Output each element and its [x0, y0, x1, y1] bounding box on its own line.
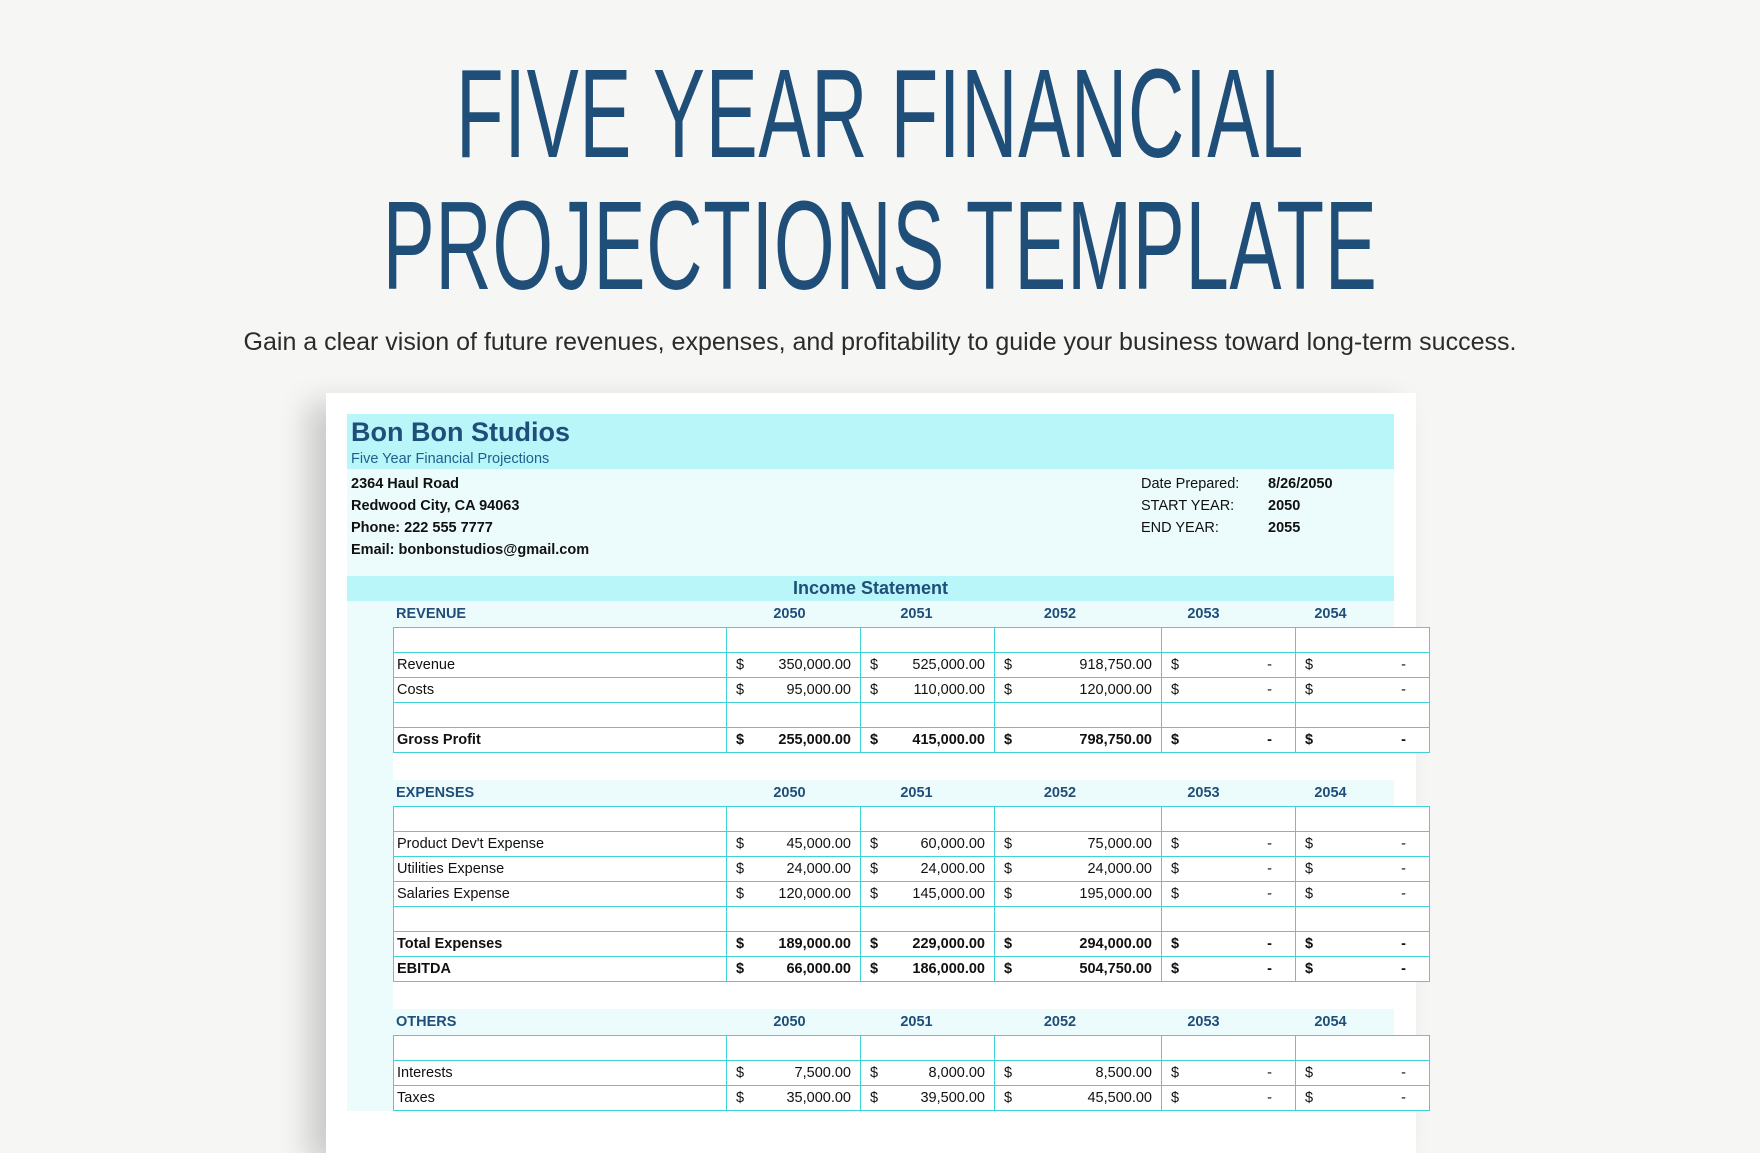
value-cell[interactable] — [995, 1061, 1162, 1086]
blank-row — [394, 907, 1430, 932]
value-cell[interactable] — [861, 1061, 995, 1086]
currency-symbol: $ — [870, 657, 879, 673]
value-cell[interactable] — [1296, 957, 1430, 982]
value-cell[interactable] — [861, 857, 995, 882]
cell-value: - — [1267, 1090, 1272, 1106]
value-cell[interactable] — [1162, 907, 1296, 932]
currency-symbol: $ — [1171, 1090, 1180, 1106]
currency-symbol: $ — [1305, 682, 1314, 698]
value-cell[interactable] — [995, 907, 1162, 932]
cell-value: - — [1401, 1090, 1406, 1106]
table-row — [394, 653, 1430, 678]
cell-value: - — [1267, 961, 1272, 977]
currency-symbol: $ — [870, 836, 879, 852]
value-cell[interactable] — [861, 907, 995, 932]
cell-value: - — [1401, 936, 1406, 952]
currency-symbol: $ — [1171, 657, 1180, 673]
cell-value: 35,000.00 — [786, 1090, 851, 1106]
row-label[interactable]: Interests — [394, 1061, 727, 1086]
expenses-table — [393, 806, 1430, 982]
value-cell[interactable] — [995, 1036, 1162, 1061]
value-cell[interactable] — [995, 678, 1162, 703]
currency-symbol: $ — [1305, 936, 1314, 952]
row-label[interactable] — [394, 807, 727, 832]
value-cell[interactable] — [1162, 728, 1296, 753]
value-cell[interactable] — [1162, 957, 1296, 982]
page-title — [334, 43, 1425, 316]
year-header: 2053 — [1187, 1014, 1220, 1030]
page-title-line-1: FIVE YEAR FINANCIAL — [455, 43, 1305, 184]
cell-value: 120,000.00 — [1079, 682, 1152, 698]
cell-value: - — [1401, 1065, 1406, 1081]
cell-value: 294,000.00 — [1079, 936, 1152, 952]
value-cell[interactable] — [995, 1086, 1162, 1111]
others-section — [393, 1009, 1406, 1111]
value-cell[interactable] — [1162, 807, 1296, 832]
blank-row — [394, 703, 1430, 728]
row-label[interactable]: Utilities Expense — [394, 857, 727, 882]
value-cell[interactable] — [1162, 1086, 1296, 1111]
cell-value: 120,000.00 — [778, 886, 851, 902]
currency-symbol: $ — [1004, 657, 1013, 673]
currency-symbol: $ — [1004, 886, 1013, 902]
value-cell[interactable] — [861, 703, 995, 728]
cell-value: 24,000.00 — [786, 861, 851, 877]
currency-symbol: $ — [870, 861, 879, 877]
currency-symbol: $ — [736, 657, 745, 673]
value-cell[interactable] — [995, 882, 1162, 907]
currency-symbol: $ — [1171, 836, 1180, 852]
spreadsheet-preview — [326, 393, 1416, 1153]
value-cell[interactable] — [995, 728, 1162, 753]
cell-value: 66,000.00 — [786, 961, 851, 977]
cell-value: 24,000.00 — [1087, 861, 1152, 877]
report-meta — [1141, 473, 1333, 539]
row-label[interactable] — [394, 907, 727, 932]
currency-symbol: $ — [1305, 1065, 1314, 1081]
currency-symbol: $ — [870, 1065, 879, 1081]
currency-symbol: $ — [736, 682, 745, 698]
cell-value: - — [1267, 1065, 1272, 1081]
email: Email: bonbonstudios@gmail.com — [351, 542, 590, 558]
company-name: Bon Bon Studios — [351, 417, 570, 447]
value-cell[interactable] — [861, 832, 995, 857]
currency-symbol: $ — [870, 886, 879, 902]
cell-value: 45,500.00 — [1087, 1090, 1152, 1106]
value-cell[interactable] — [1162, 678, 1296, 703]
value-cell[interactable] — [1296, 882, 1430, 907]
revenue-section — [393, 601, 1406, 753]
cell-value: 255,000.00 — [778, 732, 851, 748]
year-header: 2051 — [900, 1014, 933, 1030]
cell-value: 24,000.00 — [920, 861, 985, 877]
value-cell[interactable] — [727, 932, 861, 957]
currency-symbol: $ — [1004, 732, 1013, 748]
cell-value: 8,500.00 — [1095, 1065, 1152, 1081]
value-cell[interactable] — [1296, 932, 1430, 957]
value-cell[interactable] — [1162, 882, 1296, 907]
currency-symbol: $ — [1305, 836, 1314, 852]
value-cell[interactable] — [1296, 653, 1430, 678]
cell-value: - — [1401, 836, 1406, 852]
value-cell[interactable] — [727, 857, 861, 882]
currency-symbol: $ — [1171, 961, 1180, 977]
revenue-table — [393, 627, 1430, 753]
year-header: 2054 — [1314, 606, 1347, 622]
value-cell[interactable] — [727, 832, 861, 857]
others-header — [393, 1009, 1394, 1035]
value-cell[interactable] — [995, 807, 1162, 832]
value-cell[interactable] — [1162, 1061, 1296, 1086]
currency-symbol: $ — [1171, 1065, 1180, 1081]
value-cell[interactable] — [1296, 832, 1430, 857]
currency-symbol: $ — [1004, 1090, 1013, 1106]
income-statement-body — [347, 601, 1406, 1111]
others-table — [393, 1035, 1430, 1111]
value-cell[interactable] — [861, 882, 995, 907]
cell-value: - — [1267, 936, 1272, 952]
value-cell[interactable] — [727, 1086, 861, 1111]
cell-value: - — [1267, 732, 1272, 748]
cell-value: 7,500.00 — [794, 1065, 851, 1081]
currency-symbol: $ — [1004, 682, 1013, 698]
date-prepared-value: 8/26/2050 — [1268, 476, 1333, 492]
currency-symbol: $ — [1305, 961, 1314, 977]
expenses-title: EXPENSES — [396, 785, 475, 801]
row-label[interactable]: Gross Profit — [394, 728, 727, 753]
page-title-line-2: PROJECTIONS TEMPLATE — [382, 175, 1378, 316]
value-cell[interactable] — [1296, 728, 1430, 753]
cell-value: 525,000.00 — [912, 657, 985, 673]
cell-value: - — [1401, 961, 1406, 977]
row-label[interactable]: Total Expenses — [394, 932, 727, 957]
currency-symbol: $ — [1305, 732, 1314, 748]
value-cell[interactable] — [1296, 807, 1430, 832]
year-header: 2053 — [1187, 606, 1220, 622]
cell-value: 798,750.00 — [1079, 732, 1152, 748]
revenue-title: REVENUE — [396, 606, 467, 622]
value-cell[interactable] — [995, 832, 1162, 857]
company-info — [347, 469, 1394, 576]
row-label[interactable]: Revenue — [394, 653, 727, 678]
value-cell[interactable] — [727, 728, 861, 753]
company-header — [347, 414, 1394, 469]
cell-value: - — [1401, 886, 1406, 902]
cell-value: 195,000.00 — [1079, 886, 1152, 902]
currency-symbol: $ — [870, 682, 879, 698]
phone: Phone: 222 555 7777 — [351, 520, 493, 536]
table-row — [394, 857, 1430, 882]
cell-value: 8,000.00 — [928, 1065, 985, 1081]
cell-value: 45,000.00 — [786, 836, 851, 852]
value-cell[interactable] — [1162, 832, 1296, 857]
value-cell[interactable] — [995, 703, 1162, 728]
date-prepared-label: Date Prepared: — [1141, 476, 1240, 492]
table-row — [394, 678, 1430, 703]
blank-row — [394, 628, 1430, 653]
cell-value: - — [1267, 657, 1272, 673]
end-year-value: 2055 — [1268, 520, 1301, 536]
cell-value: 186,000.00 — [912, 961, 985, 977]
start-year-label: START YEAR: — [1141, 498, 1235, 514]
value-cell[interactable] — [861, 728, 995, 753]
section-gap — [393, 753, 1394, 780]
value-cell[interactable] — [1162, 932, 1296, 957]
cell-value: 918,750.00 — [1079, 657, 1152, 673]
value-cell[interactable] — [727, 882, 861, 907]
value-cell[interactable] — [861, 1086, 995, 1111]
value-cell[interactable] — [1162, 628, 1296, 653]
currency-symbol: $ — [736, 1090, 745, 1106]
value-cell[interactable] — [995, 857, 1162, 882]
currency-symbol: $ — [1004, 836, 1013, 852]
value-cell[interactable] — [1296, 628, 1430, 653]
value-cell[interactable] — [1296, 857, 1430, 882]
currency-symbol: $ — [1004, 936, 1013, 952]
cell-value: 110,000.00 — [913, 682, 985, 698]
value-cell[interactable] — [861, 1036, 995, 1061]
value-cell[interactable] — [1296, 907, 1430, 932]
currency-symbol: $ — [1004, 961, 1013, 977]
currency-symbol: $ — [870, 1090, 879, 1106]
row-label[interactable] — [394, 1036, 727, 1061]
row-label[interactable]: Product Dev't Expense — [394, 832, 727, 857]
expenses-section — [393, 780, 1406, 982]
currency-symbol: $ — [736, 936, 745, 952]
currency-symbol: $ — [736, 861, 745, 877]
year-header: 2050 — [773, 606, 806, 622]
cell-value: 39,500.00 — [920, 1090, 985, 1106]
start-year-value: 2050 — [1268, 498, 1301, 514]
value-cell[interactable] — [861, 653, 995, 678]
cell-value: 95,000.00 — [786, 682, 851, 698]
cell-value: - — [1401, 861, 1406, 877]
row-label[interactable] — [394, 703, 727, 728]
currency-symbol: $ — [1305, 886, 1314, 902]
end-year-label: END YEAR: — [1141, 520, 1219, 536]
value-cell[interactable] — [861, 628, 995, 653]
blank-row — [394, 1036, 1430, 1061]
value-cell[interactable] — [727, 807, 861, 832]
total-row — [394, 728, 1430, 753]
row-label[interactable]: Taxes — [394, 1086, 727, 1111]
currency-symbol: $ — [736, 732, 745, 748]
currency-symbol: $ — [870, 936, 879, 952]
blank-row — [394, 807, 1430, 832]
year-header: 2054 — [1314, 785, 1347, 801]
currency-symbol: $ — [1305, 1090, 1314, 1106]
currency-symbol: $ — [1305, 657, 1314, 673]
year-header: 2050 — [773, 785, 806, 801]
cell-value: 145,000.00 — [912, 886, 985, 902]
currency-symbol: $ — [1171, 936, 1180, 952]
value-cell[interactable] — [1296, 703, 1430, 728]
cell-value: - — [1401, 657, 1406, 673]
value-cell[interactable] — [1162, 1036, 1296, 1061]
value-cell[interactable] — [861, 807, 995, 832]
total-row — [394, 932, 1430, 957]
currency-symbol: $ — [1004, 861, 1013, 877]
value-cell[interactable] — [995, 932, 1162, 957]
currency-symbol: $ — [1305, 861, 1314, 877]
currency-symbol: $ — [1171, 861, 1180, 877]
value-cell[interactable] — [727, 907, 861, 932]
value-cell[interactable] — [1296, 678, 1430, 703]
row-label[interactable]: EBITDA — [394, 957, 727, 982]
cell-value: 504,750.00 — [1079, 961, 1152, 977]
currency-symbol: $ — [736, 886, 745, 902]
value-cell[interactable] — [861, 932, 995, 957]
value-cell[interactable] — [1162, 703, 1296, 728]
year-header: 2052 — [1043, 606, 1077, 622]
value-cell[interactable] — [727, 1036, 861, 1061]
value-cell[interactable] — [727, 957, 861, 982]
table-row — [394, 882, 1430, 907]
cell-value: - — [1267, 861, 1272, 877]
row-label[interactable]: Salaries Expense — [394, 882, 727, 907]
company-address — [351, 473, 589, 561]
address-line-2: Redwood City, CA 94063 — [351, 498, 520, 514]
year-header: 2054 — [1314, 1014, 1347, 1030]
table-row — [394, 1086, 1430, 1111]
document-title: Five Year Financial Projections — [351, 451, 550, 467]
value-cell[interactable] — [727, 653, 861, 678]
currency-symbol: $ — [870, 961, 879, 977]
table-row — [394, 1061, 1430, 1086]
currency-symbol: $ — [736, 961, 745, 977]
year-header: 2050 — [773, 1014, 806, 1030]
value-cell[interactable] — [727, 1061, 861, 1086]
value-cell[interactable] — [1162, 653, 1296, 678]
value-cell[interactable] — [995, 628, 1162, 653]
year-header: 2052 — [1043, 785, 1077, 801]
value-cell[interactable] — [1296, 1036, 1430, 1061]
table-row — [394, 832, 1430, 857]
currency-symbol: $ — [870, 732, 879, 748]
value-cell[interactable] — [1296, 1061, 1430, 1086]
cell-value: 415,000.00 — [912, 732, 985, 748]
page-subtitle: Gain a clear vision of future revenues, expenses, and profitability to guide your business toward long-term success. — [243, 328, 1517, 356]
currency-symbol: $ — [736, 1065, 745, 1081]
currency-symbol: $ — [1171, 886, 1180, 902]
value-cell[interactable] — [995, 957, 1162, 982]
cell-value: - — [1267, 886, 1272, 902]
cell-value: - — [1267, 836, 1272, 852]
ebitda-row — [394, 957, 1430, 982]
year-header: 2051 — [900, 606, 933, 622]
section-gap — [393, 982, 1394, 1009]
others-title: OTHERS — [396, 1014, 457, 1030]
value-cell[interactable] — [861, 678, 995, 703]
address-line-1: 2364 Haul Road — [351, 476, 459, 492]
value-cell[interactable] — [995, 653, 1162, 678]
value-cell[interactable] — [1162, 857, 1296, 882]
year-header: 2053 — [1187, 785, 1220, 801]
currency-symbol: $ — [1171, 732, 1180, 748]
cell-value: - — [1267, 682, 1272, 698]
row-label[interactable]: Costs — [394, 678, 727, 703]
value-cell[interactable] — [727, 678, 861, 703]
cell-value: 189,000.00 — [778, 936, 851, 952]
value-cell[interactable] — [1296, 1086, 1430, 1111]
year-header: 2052 — [1043, 1014, 1077, 1030]
currency-symbol: $ — [736, 836, 745, 852]
cell-value: 350,000.00 — [778, 657, 851, 673]
value-cell[interactable] — [727, 703, 861, 728]
value-cell[interactable] — [861, 957, 995, 982]
revenue-header — [393, 601, 1394, 627]
currency-symbol: $ — [1004, 1065, 1013, 1081]
cell-value: - — [1401, 732, 1406, 748]
year-header: 2051 — [900, 785, 933, 801]
row-label[interactable] — [394, 628, 727, 653]
cell-value: 229,000.00 — [912, 936, 985, 952]
income-statement-header: Income Statement — [347, 576, 1394, 601]
cell-value: 60,000.00 — [920, 836, 985, 852]
currency-symbol: $ — [1171, 682, 1180, 698]
cell-value: 75,000.00 — [1087, 836, 1152, 852]
cell-value: - — [1401, 682, 1406, 698]
value-cell[interactable] — [727, 628, 861, 653]
expenses-header — [393, 780, 1394, 806]
